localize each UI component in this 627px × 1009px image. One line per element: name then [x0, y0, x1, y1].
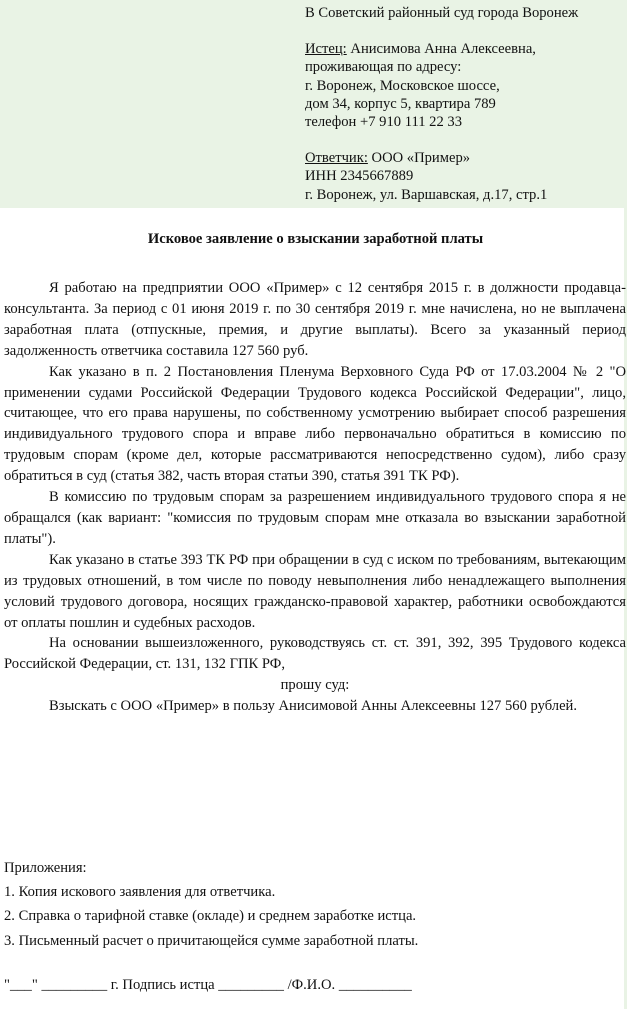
- request-text: Взыскать с ООО «Пример» в пользу Анисимовой Анны Алексеевны 127 560 рублей.: [49, 698, 578, 715]
- plaintiff-phone: телефон +7 910 111 22 33: [305, 114, 463, 131]
- plaintiff-name: Анисимова Анна Алексеевна,: [346, 41, 536, 58]
- claim-document: [4, 0, 627, 1009]
- paragraph: Как указано в п. 2 Постановления Пленума Верховного Суда РФ от 17.03.2004 № 2 "О применении судами Российской Федерации Трудового кодекса Российской Федерации", лицо, считающее, что его права нарушены, по собственному усмотрению выбирает способ разрешения индивидуального трудового спора и вправе либо первоначально обратиться в комиссию по трудовым спорам (кроме дел, которые рассматриваются непосредственно судом), либо сразу обратиться в суд (статья 382, часть вторая статьи 390, статья 391 ТК РФ).: [4, 363, 626, 485]
- attachment-item: 1. Копия искового заявления для ответчика.: [4, 884, 276, 901]
- defendant-line: [305, 149, 627, 167]
- signature-line: "___" _________ г. Подпись истца _________ /Ф.И.О. __________: [4, 977, 412, 993]
- plaintiff-address-line: дом 34, корпус 5, квартира 789: [305, 95, 496, 112]
- request-heading: прошу суд:: [280, 677, 350, 694]
- addressee-block: [305, 4, 627, 204]
- plaintiff-label: Истец:: [305, 41, 347, 58]
- spacer: [305, 22, 627, 40]
- paragraph: Я работаю на предприятии ООО «Пример» с 12 сентября 2015 г. в должности продавца-консультанта. За период с 01 июня 2019 г. по 30 сентября 2019 г. мне начислена, но не выплачена заработная плата (отпускные, премия, и другие выплаты). Всего за указанный период задолженность ответчика составила 127 560 руб.: [4, 280, 626, 359]
- court-name: В Советский районный суд города Воронеж: [305, 5, 579, 21]
- defendant-label: Ответчик:: [305, 150, 368, 167]
- claim-body: [4, 278, 626, 717]
- document-title: Исковое заявление о взыскании заработной платы: [147, 231, 484, 247]
- paragraph: На основании вышеизложенного, руководствуясь ст. ст. 391, 392, 395 Трудового кодекса Российской Федерации, ст. 131, 132 ГПК РФ,: [4, 635, 626, 673]
- defendant-address: г. Воронеж, ул. Варшавская, д.17, стр.1: [305, 186, 548, 203]
- attachments-heading: Приложения:: [4, 860, 87, 876]
- paragraph: В комиссию по трудовым спорам за разрешением индивидуального трудового спора я не обращался (как вариант: "комиссия по трудовым спорам мне отказала во взыскании заработной платы").: [4, 489, 626, 547]
- attachment-item: 2. Справка о тарифной ставке (окладе) и среднем заработке истца.: [4, 908, 417, 925]
- defendant-inn: ИНН 2345667889: [305, 168, 414, 185]
- attachments-block: [4, 856, 626, 953]
- defendant-name: ООО «Пример»: [367, 150, 471, 167]
- attachment-item: 3. Письменный расчет о причитающейся сумме заработной платы.: [4, 932, 419, 949]
- spacer: [305, 131, 627, 149]
- paragraph: Как указано в статье 393 ТК РФ при обращении в суд с иском по требованиям, вытекающим из трудовых отношений, в том числе по поводу невыполнения либо ненадлежащего выполнения условий трудового договора, носящих гражданско-правовой характер, работники освобождаются от оплаты пошлин и судебных расходов.: [4, 551, 626, 631]
- plaintiff-address-line: проживающая по адресу:: [305, 59, 462, 76]
- plaintiff-line: [305, 40, 627, 58]
- plaintiff-address-line: г. Воронеж, Московское шоссе,: [305, 77, 500, 94]
